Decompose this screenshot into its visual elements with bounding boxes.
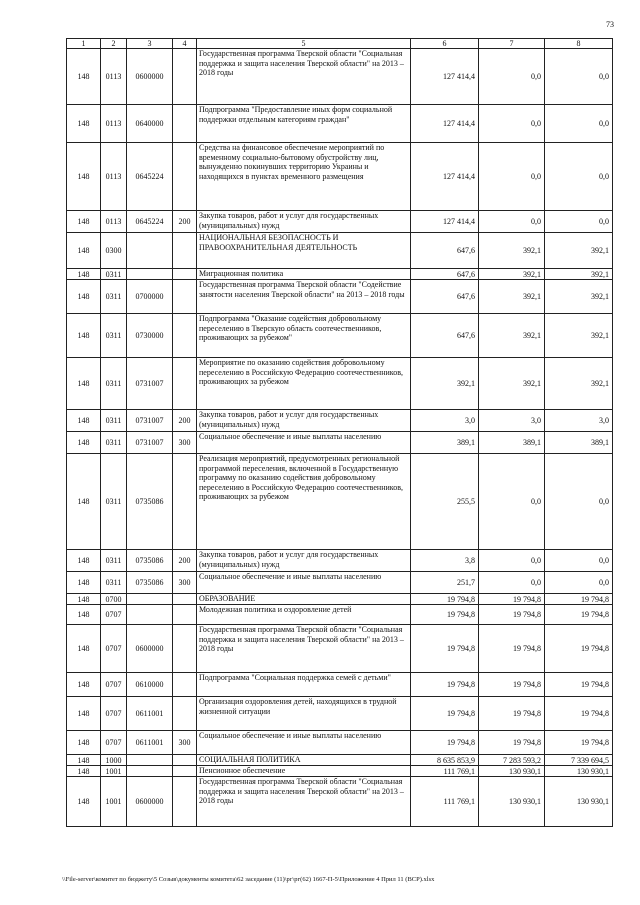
cell-description: Средства на финансовое обеспечение мероприятий по временному социально-бытовому обустройству лиц, вынужденно покинувших территорию Украины и находящихся в пунктах временного размещения: [197, 143, 411, 211]
cell-amount-year1: 647,6: [411, 314, 479, 358]
table-row: [67, 49, 613, 105]
cell-expense-type: [173, 777, 197, 827]
cell-admin-code: 148: [67, 731, 101, 755]
cell-admin-code: 148: [67, 280, 101, 314]
cell-description: Закупка товаров, работ и услуг для государственных (муниципальных) нужд: [197, 211, 411, 233]
table-row: [67, 755, 613, 766]
cell-amount-year3: 19 794,8: [545, 594, 613, 605]
cell-amount-year2: 7 283 593,2: [479, 755, 545, 766]
table-row: [67, 673, 613, 697]
cell-target-article: 0735086: [127, 454, 173, 550]
table-row: [67, 766, 613, 777]
cell-amount-year3: 19 794,8: [545, 731, 613, 755]
cell-amount-year3: 19 794,8: [545, 605, 613, 625]
cell-amount-year1: 111 769,1: [411, 777, 479, 827]
cell-description: Государственная программа Тверской области "Содействие занятости населения Тверской области" на 2013 – 2018 годы: [197, 280, 411, 314]
cell-expense-type: [173, 755, 197, 766]
cell-amount-year3: 0,0: [545, 143, 613, 211]
cell-amount-year3: 0,0: [545, 550, 613, 572]
cell-amount-year3: 19 794,8: [545, 625, 613, 673]
col-header-1: 1: [67, 39, 101, 49]
cell-amount-year2: 392,1: [479, 233, 545, 269]
cell-target-article: 0645224: [127, 143, 173, 211]
cell-amount-year3: 0,0: [545, 49, 613, 105]
table-row: [67, 594, 613, 605]
cell-expense-type: [173, 269, 197, 280]
cell-section-code: 0707: [101, 605, 127, 625]
cell-target-article: 0600000: [127, 49, 173, 105]
cell-amount-year1: 255,5: [411, 454, 479, 550]
cell-description: Государственная программа Тверской области "Социальная поддержка и защита населения Тверской области" на 2013 – 2018 годы: [197, 777, 411, 827]
cell-description: Молодежная политика и оздоровление детей: [197, 605, 411, 625]
cell-amount-year1: 19 794,8: [411, 697, 479, 731]
cell-amount-year2: 19 794,8: [479, 673, 545, 697]
cell-description: ОБРАЗОВАНИЕ: [197, 594, 411, 605]
col-header-4: 4: [173, 39, 197, 49]
table-row: [67, 211, 613, 233]
cell-description: Социальное обеспечение и иные выплаты населению: [197, 432, 411, 454]
cell-description: Организация оздоровления детей, находящихся в трудной жизненной ситуации: [197, 697, 411, 731]
cell-amount-year1: 392,1: [411, 358, 479, 410]
page-number: 73: [606, 20, 614, 29]
cell-expense-type: [173, 105, 197, 143]
cell-target-article: 0610000: [127, 673, 173, 697]
cell-section-code: 1001: [101, 766, 127, 777]
header-row: [67, 39, 613, 49]
cell-target-article: 0731007: [127, 432, 173, 454]
cell-amount-year1: 647,6: [411, 269, 479, 280]
cell-amount-year3: 0,0: [545, 211, 613, 233]
cell-expense-type: [173, 358, 197, 410]
cell-description: СОЦИАЛЬНАЯ ПОЛИТИКА: [197, 755, 411, 766]
cell-section-code: 0300: [101, 233, 127, 269]
budget-table: [66, 38, 613, 827]
cell-amount-year2: 3,0: [479, 410, 545, 432]
cell-target-article: 0731007: [127, 410, 173, 432]
cell-admin-code: 148: [67, 410, 101, 432]
cell-target-article: 0640000: [127, 105, 173, 143]
cell-expense-type: [173, 49, 197, 105]
table-row: [67, 269, 613, 280]
cell-amount-year2: 130 930,1: [479, 777, 545, 827]
cell-amount-year2: 0,0: [479, 211, 545, 233]
cell-section-code: 0311: [101, 432, 127, 454]
cell-amount-year3: 7 339 694,5: [545, 755, 613, 766]
table-row: [67, 432, 613, 454]
cell-description: Социальное обеспечение и иные выплаты населению: [197, 572, 411, 594]
table-body: [67, 49, 613, 827]
cell-amount-year2: 19 794,8: [479, 697, 545, 731]
cell-description: Пенсионное обеспечение: [197, 766, 411, 777]
cell-expense-type: 300: [173, 572, 197, 594]
cell-section-code: 0311: [101, 358, 127, 410]
cell-target-article: 0730000: [127, 314, 173, 358]
cell-amount-year1: 647,6: [411, 280, 479, 314]
cell-amount-year2: 0,0: [479, 550, 545, 572]
cell-amount-year2: 389,1: [479, 432, 545, 454]
table-row: [67, 777, 613, 827]
cell-section-code: 0311: [101, 269, 127, 280]
cell-expense-type: [173, 594, 197, 605]
cell-expense-type: [173, 766, 197, 777]
cell-description: Закупка товаров, работ и услуг для государственных (муниципальных) нужд: [197, 550, 411, 572]
cell-amount-year1: 8 635 853,9: [411, 755, 479, 766]
cell-target-article: 0731007: [127, 358, 173, 410]
cell-expense-type: [173, 314, 197, 358]
table-row: [67, 280, 613, 314]
cell-amount-year1: 3,0: [411, 410, 479, 432]
cell-expense-type: [173, 454, 197, 550]
cell-amount-year2: 19 794,8: [479, 731, 545, 755]
cell-expense-type: 300: [173, 731, 197, 755]
cell-amount-year1: 251,7: [411, 572, 479, 594]
cell-amount-year2: 19 794,8: [479, 594, 545, 605]
cell-amount-year2: 19 794,8: [479, 605, 545, 625]
cell-target-article: 0700000: [127, 280, 173, 314]
cell-target-article: [127, 269, 173, 280]
cell-description: Подпрограмма "Оказание содействия добровольному переселению в Тверскую область соотечественников, проживающих за рубежом": [197, 314, 411, 358]
cell-amount-year2: 392,1: [479, 269, 545, 280]
cell-description: НАЦИОНАЛЬНАЯ БЕЗОПАСНОСТЬ И ПРАВООХРАНИТЕЛЬНАЯ ДЕЯТЕЛЬНОСТЬ: [197, 233, 411, 269]
cell-target-article: [127, 755, 173, 766]
cell-expense-type: [173, 233, 197, 269]
cell-amount-year3: 0,0: [545, 454, 613, 550]
table-row: [67, 233, 613, 269]
table-row: [67, 731, 613, 755]
cell-expense-type: [173, 605, 197, 625]
cell-admin-code: 148: [67, 572, 101, 594]
cell-admin-code: 148: [67, 211, 101, 233]
cell-section-code: 0113: [101, 49, 127, 105]
cell-amount-year1: 19 794,8: [411, 605, 479, 625]
cell-expense-type: [173, 143, 197, 211]
cell-amount-year1: 389,1: [411, 432, 479, 454]
cell-section-code: 0311: [101, 280, 127, 314]
table-row: [67, 625, 613, 673]
cell-section-code: 0113: [101, 143, 127, 211]
cell-expense-type: [173, 625, 197, 673]
cell-section-code: 0311: [101, 550, 127, 572]
col-header-2: 2: [101, 39, 127, 49]
cell-amount-year3: 0,0: [545, 572, 613, 594]
cell-description: Государственная программа Тверской области "Социальная поддержка и защита населения Тверской области" на 2013 – 2018 годы: [197, 625, 411, 673]
table-row: [67, 572, 613, 594]
table-row: [67, 358, 613, 410]
cell-target-article: 0645224: [127, 211, 173, 233]
cell-amount-year1: 19 794,8: [411, 673, 479, 697]
cell-amount-year3: 130 930,1: [545, 777, 613, 827]
cell-amount-year2: 0,0: [479, 143, 545, 211]
cell-amount-year2: 0,0: [479, 454, 545, 550]
cell-section-code: 0707: [101, 673, 127, 697]
cell-amount-year3: 130 930,1: [545, 766, 613, 777]
cell-admin-code: 148: [67, 269, 101, 280]
cell-amount-year1: 19 794,8: [411, 625, 479, 673]
cell-expense-type: 200: [173, 211, 197, 233]
cell-description: Подпрограмма "Социальная поддержка семей с детьми": [197, 673, 411, 697]
cell-section-code: 0311: [101, 314, 127, 358]
cell-amount-year2: 19 794,8: [479, 625, 545, 673]
cell-description: Государственная программа Тверской области "Социальная поддержка и защита населения Тверской области" на 2013 – 2018 годы: [197, 49, 411, 105]
cell-target-article: 0735086: [127, 572, 173, 594]
cell-admin-code: 148: [67, 550, 101, 572]
table-row: [67, 454, 613, 550]
cell-amount-year1: 127 414,4: [411, 49, 479, 105]
cell-admin-code: 148: [67, 314, 101, 358]
cell-admin-code: 148: [67, 105, 101, 143]
col-header-7: 7: [479, 39, 545, 49]
cell-section-code: 1001: [101, 777, 127, 827]
cell-admin-code: 148: [67, 777, 101, 827]
cell-amount-year2: 0,0: [479, 49, 545, 105]
cell-admin-code: 148: [67, 605, 101, 625]
cell-admin-code: 148: [67, 358, 101, 410]
cell-amount-year3: 392,1: [545, 280, 613, 314]
table-row: [67, 314, 613, 358]
cell-section-code: 0311: [101, 410, 127, 432]
col-header-6: 6: [411, 39, 479, 49]
cell-amount-year3: 392,1: [545, 269, 613, 280]
cell-section-code: 0113: [101, 105, 127, 143]
cell-amount-year3: 392,1: [545, 233, 613, 269]
cell-description: Мероприятие по оказанию содействия добровольному переселению в Российскую Федерацию соотечественников, проживающих за рубежом: [197, 358, 411, 410]
cell-amount-year3: 389,1: [545, 432, 613, 454]
cell-amount-year1: 127 414,4: [411, 143, 479, 211]
cell-admin-code: 148: [67, 233, 101, 269]
cell-target-article: [127, 605, 173, 625]
cell-target-article: [127, 766, 173, 777]
cell-amount-year1: 3,8: [411, 550, 479, 572]
cell-section-code: 0311: [101, 454, 127, 550]
cell-amount-year2: 0,0: [479, 572, 545, 594]
cell-target-article: [127, 233, 173, 269]
cell-expense-type: 200: [173, 550, 197, 572]
table-row: [67, 550, 613, 572]
cell-target-article: [127, 594, 173, 605]
cell-amount-year1: 127 414,4: [411, 105, 479, 143]
cell-amount-year1: 647,6: [411, 233, 479, 269]
cell-section-code: 0707: [101, 731, 127, 755]
cell-amount-year3: 3,0: [545, 410, 613, 432]
cell-amount-year2: 392,1: [479, 358, 545, 410]
cell-target-article: 0600000: [127, 777, 173, 827]
col-header-8: 8: [545, 39, 613, 49]
cell-amount-year2: 0,0: [479, 105, 545, 143]
cell-admin-code: 148: [67, 697, 101, 731]
cell-expense-type: [173, 673, 197, 697]
cell-admin-code: 148: [67, 432, 101, 454]
cell-target-article: 0600000: [127, 625, 173, 673]
cell-section-code: 0707: [101, 697, 127, 731]
cell-amount-year2: 392,1: [479, 280, 545, 314]
cell-amount-year2: 392,1: [479, 314, 545, 358]
table-row: [67, 143, 613, 211]
cell-section-code: 0700: [101, 594, 127, 605]
cell-amount-year3: 19 794,8: [545, 697, 613, 731]
col-header-5: 5: [197, 39, 411, 49]
cell-admin-code: 148: [67, 594, 101, 605]
cell-section-code: 0311: [101, 572, 127, 594]
cell-description: Реализация мероприятий, предусмотренных региональной программой переселения, включенной в Государственную программу по оказанию содействия добровольному переселению в Российскую Федерацию соотечественников, проживающих за рубежом: [197, 454, 411, 550]
table-row: [67, 105, 613, 143]
cell-expense-type: [173, 280, 197, 314]
cell-admin-code: 148: [67, 454, 101, 550]
file-path-footer: \\File-server\комитет по бюджету\5 Созыв\документы комитета\62 заседание (11)\рг\рг(62) 1667-П-5\Приложение 4 Прил 11 (ВСР).xlsx: [62, 876, 435, 883]
table-row: [67, 697, 613, 731]
cell-section-code: 1000: [101, 755, 127, 766]
cell-expense-type: 300: [173, 432, 197, 454]
cell-admin-code: 148: [67, 766, 101, 777]
cell-description: Социальное обеспечение и иные выплаты населению: [197, 731, 411, 755]
cell-target-article: 0611001: [127, 731, 173, 755]
cell-amount-year1: 19 794,8: [411, 594, 479, 605]
cell-admin-code: 148: [67, 673, 101, 697]
cell-description: Миграционная политика: [197, 269, 411, 280]
cell-amount-year3: 392,1: [545, 314, 613, 358]
cell-admin-code: 148: [67, 143, 101, 211]
cell-expense-type: [173, 697, 197, 731]
cell-amount-year3: 392,1: [545, 358, 613, 410]
cell-amount-year3: 19 794,8: [545, 673, 613, 697]
cell-amount-year3: 0,0: [545, 105, 613, 143]
col-header-3: 3: [127, 39, 173, 49]
table-row: [67, 410, 613, 432]
cell-description: Подпрограмма "Предоставление иных форм социальной поддержки отдельным категориям граждан": [197, 105, 411, 143]
cell-admin-code: 148: [67, 755, 101, 766]
cell-expense-type: 200: [173, 410, 197, 432]
cell-section-code: 0707: [101, 625, 127, 673]
cell-admin-code: 148: [67, 625, 101, 673]
cell-admin-code: 148: [67, 49, 101, 105]
cell-amount-year1: 127 414,4: [411, 211, 479, 233]
cell-section-code: 0113: [101, 211, 127, 233]
table-row: [67, 605, 613, 625]
cell-amount-year1: 111 769,1: [411, 766, 479, 777]
cell-amount-year2: 130 930,1: [479, 766, 545, 777]
cell-target-article: 0735086: [127, 550, 173, 572]
cell-amount-year1: 19 794,8: [411, 731, 479, 755]
cell-target-article: 0611001: [127, 697, 173, 731]
cell-description: Закупка товаров, работ и услуг для государственных (муниципальных) нужд: [197, 410, 411, 432]
